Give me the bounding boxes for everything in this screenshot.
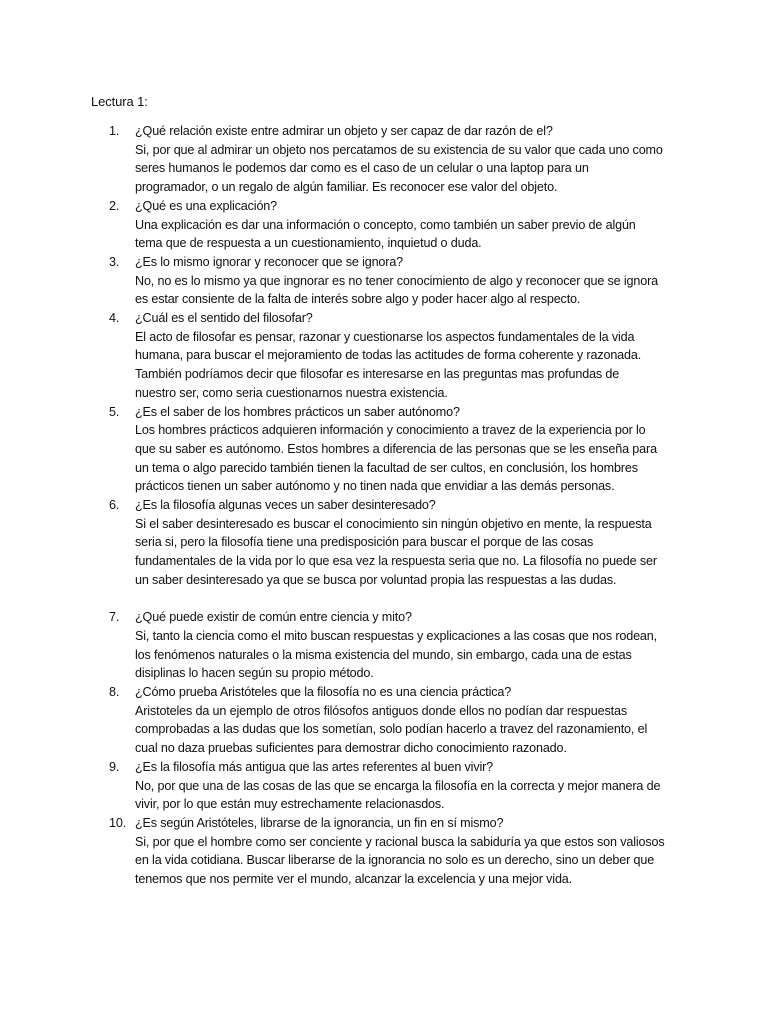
- answer-line: disiplinas lo hacen según su propio método.: [135, 666, 374, 681]
- answer-text: [135, 702, 691, 758]
- question-item: [91, 197, 691, 253]
- question-item: [91, 122, 691, 197]
- answer-line: es estar consiente de la falta de interés sobre algo y poder hacer algo al respecto.: [135, 292, 581, 307]
- question-item: [91, 496, 691, 590]
- question-text: ¿Cómo prueba Aristóteles que la filosofía no es una ciencia práctica?: [135, 685, 512, 700]
- answer-text: [135, 777, 691, 814]
- answer-line: El acto de filosofar es pensar, razonar y cuestionarse los aspectos fundamentales de la vida: [135, 329, 635, 344]
- answer-line: un tema o algo parecido también tienen la facultad de ser cultos, en conclusión, los hombres: [135, 460, 638, 475]
- question-text: ¿Qué relación existe entre admirar un objeto y ser capaz de dar razón de el?: [135, 124, 553, 138]
- question-text: ¿Es la filosofía algunas veces un saber desinteresado?: [135, 498, 436, 513]
- answer-line: un saber desinteresado ya que se busca por voluntad propia las respuestas a las dudas.: [135, 572, 617, 587]
- question-number: 7.: [109, 610, 120, 625]
- answer-line: No, no es lo mismo ya que ingnorar es no tener conocimiento de algo y reconocer que se ignora: [135, 273, 658, 288]
- question-number: 10.: [109, 816, 127, 830]
- document-title: Lectura 1:: [91, 94, 148, 109]
- answer-text: [135, 216, 691, 253]
- question-text: ¿Es según Aristóteles, librarse de la ignorancia, un fin en sí mismo?: [135, 816, 504, 830]
- answer-text: [135, 421, 691, 496]
- question-item: [91, 608, 691, 683]
- question-text: ¿Cuál es el sentido del filosofar?: [135, 311, 313, 326]
- question-number: 4.: [109, 311, 120, 326]
- answer-text: [135, 141, 691, 197]
- question-text: ¿Es lo mismo ignorar y reconocer que se ignora?: [135, 254, 404, 269]
- question-item: [91, 253, 691, 309]
- answer-line: cual no daza pruebas suficientes para demostrar dicho conocimiento razonado.: [135, 741, 567, 756]
- question-item: [91, 758, 691, 814]
- answer-line: vivir, por lo que están muy estrechamente relacionasdos.: [135, 797, 445, 812]
- question-number: 6.: [109, 498, 120, 513]
- answer-line: que su saber es autónomo. Estos hombres a diferencia de las personas que se les enseña para: [135, 441, 657, 456]
- answer-line: Si, tanto la ciencia como el mito buscan respuestas y explicaciones a las cosas que nos rodean,: [135, 628, 657, 643]
- answer-text: [135, 833, 691, 889]
- answer-line: Si, por que al admirar un objeto nos percatamos de su existencia de su valor que cada uno como: [135, 142, 663, 157]
- question-text: ¿Qué es una explicación?: [135, 198, 278, 213]
- answer-line: programador, o un regalo de algún familiar. Es reconocer ese valor del objeto.: [135, 180, 558, 195]
- answer-line: humana, para buscar el mejoramiento de todas las actitudes de forma coherente y razonada.: [135, 348, 642, 363]
- answer-line: Aristoteles da un ejemplo de otros filósofos antiguos donde ellos no podían dar respuestas: [135, 703, 627, 718]
- answer-line: tema que de respuesta a un cuestionamiento, inquietud o duda.: [135, 236, 482, 251]
- answer-text: [135, 272, 691, 309]
- answer-line: tenemos que nos permite ver el mundo, alcanzar la excelencia y una mejor vida.: [135, 872, 573, 887]
- question-number: 2.: [109, 198, 120, 213]
- question-item: [91, 814, 691, 889]
- question-number: 9.: [109, 759, 120, 774]
- answer-line: en la vida cotidiana. Buscar liberarse de la ignorancia no solo es un derecho, sino un deber que: [135, 853, 655, 868]
- answer-line: seria si, pero la filosofía tiene una predisposición para buscar el porque de las cosas: [135, 535, 594, 550]
- answer-line: prácticos tienen un saber autónomo y no tinen nada que envidiar a las demás personas.: [135, 479, 615, 494]
- answer-line: Una explicación es dar una información o concepto, como también un saber previo de algún: [135, 217, 636, 232]
- answer-line: seres humanos le podemos dar como es el caso de un celular o una laptop para un: [135, 161, 589, 176]
- question-item: [91, 683, 691, 758]
- answer-line: fundamentales de la vida por lo que esa vez la respuesta seria que no. La filosofía no puede ser: [135, 554, 657, 569]
- question-item: [91, 403, 691, 497]
- question-number: 1.: [109, 124, 120, 138]
- question-number: 8.: [109, 685, 120, 700]
- answer-line: Si, por que el hombre como ser conciente y racional busca la sabiduría ya que estos son valiosos: [135, 834, 665, 849]
- question-number: 3.: [109, 254, 120, 269]
- answer-line: Si el saber desinteresado es buscar el conocimiento sin ningún objetivo en mente, la respuesta: [135, 516, 652, 531]
- question-text: ¿Es la filosofía más antigua que las artes referentes al buen vivir?: [135, 759, 494, 774]
- answer-line: No, por que una de las cosas de las que se encarga la filosofía en la correcta y mejor manera de: [135, 778, 661, 793]
- answer-line: los fenómenos naturales o la misma existencia del mundo, sin embargo, cada una de estas: [135, 647, 632, 662]
- question-list: [91, 122, 691, 889]
- answer-text: [135, 328, 691, 403]
- answer-line: comprobadas a las dudas que los sometían, solo podían hacerlo a travez del razonamiento, el: [135, 722, 648, 737]
- answer-line: También podríamos decir que filosofar es interesarse en las preguntas mas profundas de: [135, 367, 620, 382]
- question-number: 5.: [109, 404, 120, 419]
- question-text: ¿Qué puede existir de común entre ciencia y mito?: [135, 610, 412, 625]
- answer-line: Los hombres prácticos adquieren información y conocimiento a travez de la experiencia por lo: [135, 423, 646, 438]
- question-item: [91, 309, 691, 403]
- answer-text: [135, 515, 691, 590]
- answer-text: [135, 627, 691, 683]
- question-text: ¿Es el saber de los hombres prácticos un saber autónomo?: [135, 404, 460, 419]
- answer-line: nuestro ser, como seria cuestionarnos nuestra existencia.: [135, 385, 448, 400]
